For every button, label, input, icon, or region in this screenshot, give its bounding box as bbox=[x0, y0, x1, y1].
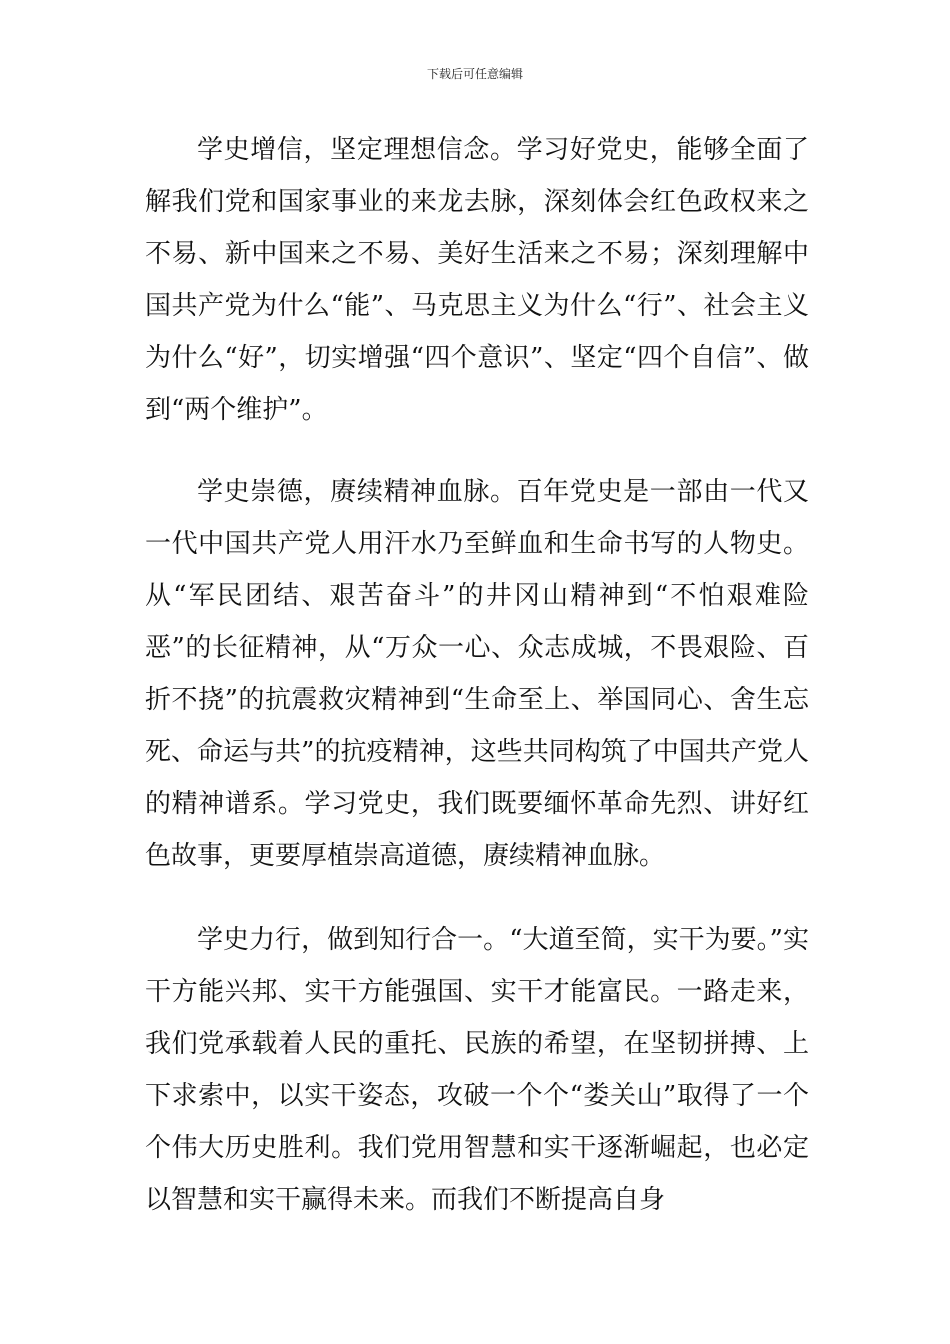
paragraph-xueshi-lixing: 学史力行，做到知行合一。“大道至简，实干为要。”实干方能兴邦、实干方能强国、实干才能富民。一路走来，我们党承载着人民的重托、民族的希望，在坚韧拼搏、上下求索中，以实干姿态，攻破一个个“娄关山”取得了一个个伟大历史胜利。我们党用智慧和实干逐渐崛起，也必定以智慧和实干赢得未来。而我们不断提高自身 bbox=[145, 925, 809, 1215]
paragraph-xueshi-zengxin: 学史增信，坚定理想信念。学习好党史，能够全面了解我们党和国家事业的来龙去脉，深刻体会红色政权来之不易、新中国来之不易、美好生活来之不易；深刻理解中国共产党为什么“能”、马克思主义为什么“行”、社会主义为什么“好”，切实增强“四个意识”、坚定“四个自信”、做到“两个维护”。 bbox=[145, 135, 809, 425]
paragraph-xueshi-chongde: 学史崇德，赓续精神血脉。百年党史是一部由一代又一代中国共产党人用汗水乃至鲜血和生命书写的人物史。从“军民团结、艰苦奋斗”的井冈山精神到“不怕艰难险恶”的长征精神，从“万众一心、众志成城，不畏艰险、百折不挠”的抗震救灾精神到“生命至上、举国同心、舍生忘死、命运与共”的抗疫精神，这些共同构筑了中国共产党人的精神谱系。学习党史，我们既要缅怀革命先烈、讲好红色故事，更要厚植崇高道德，赓续精神血脉。 bbox=[145, 477, 809, 871]
header-note: 下载后可任意编辑 bbox=[426, 67, 523, 81]
